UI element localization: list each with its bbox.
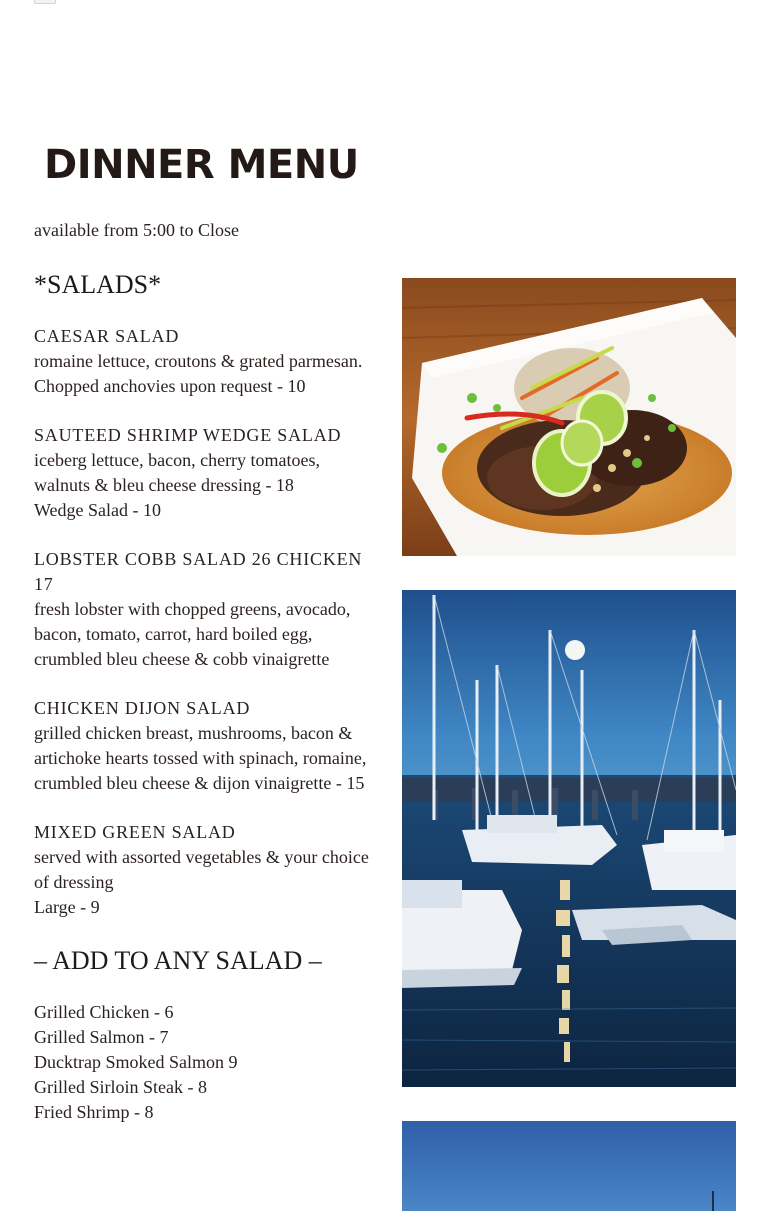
- addon-item: Ducktrap Smoked Salmon 9: [34, 1052, 238, 1072]
- item-name: SAUTEED SHRIMP WEDGE SALAD: [34, 425, 342, 445]
- menu-item: [34, 547, 379, 672]
- item-description: grilled chicken breast, mushrooms, bacon & artichoke hearts tossed with spinach, romaine, crumbled bleu cheese & dijon vinaigrette - 15: [34, 723, 367, 793]
- salads-heading: *SALADS*: [34, 270, 162, 299]
- item-name: CHICKEN DIJON SALAD: [34, 698, 251, 718]
- item-description: iceberg lettuce, bacon, cherry tomatoes, walnuts & bleu cheese dressing - 18: [34, 450, 321, 495]
- addon-item: Fried Shrimp - 8: [34, 1102, 154, 1122]
- item-extra: Wedge Salad - 10: [34, 500, 162, 520]
- menu-column: [34, 268, 379, 1125]
- item-description: served with assorted vegetables & your choice of dressing: [34, 847, 369, 892]
- item-description: romaine lettuce, croutons & grated parmesan. Chopped anchovies upon request - 10: [34, 351, 363, 396]
- addon-item: Grilled Sirloin Steak - 8: [34, 1077, 207, 1097]
- food-photo: [402, 278, 736, 556]
- menu-item: [34, 820, 379, 920]
- item-name: CAESAR SALAD: [34, 326, 180, 346]
- availability-note: available from 5:00 to Close: [34, 220, 239, 240]
- harbor-photo: [402, 590, 736, 1087]
- item-name: MIXED GREEN SALAD: [34, 822, 236, 842]
- addons-heading: – ADD TO ANY SALAD –: [34, 946, 322, 975]
- menu-item: [34, 696, 379, 796]
- item-name: LOBSTER COBB SALAD 26 CHICKEN 17: [34, 549, 363, 594]
- sky-photo: [402, 1121, 736, 1211]
- addon-item: Grilled Salmon - 7: [34, 1027, 169, 1047]
- page-title: DINNER MENU: [44, 142, 359, 188]
- addon-list: [34, 1000, 379, 1125]
- addon-item: Grilled Chicken - 6: [34, 1002, 174, 1022]
- menu-item: [34, 423, 379, 523]
- image-placeholder-icon: [34, 0, 56, 4]
- item-description: fresh lobster with chopped greens, avocado, bacon, tomato, carrot, hard boiled egg, crumbled bleu cheese & cobb vinaigrette: [34, 599, 351, 669]
- menu-item: [34, 324, 379, 399]
- item-extra: Large - 9: [34, 897, 100, 917]
